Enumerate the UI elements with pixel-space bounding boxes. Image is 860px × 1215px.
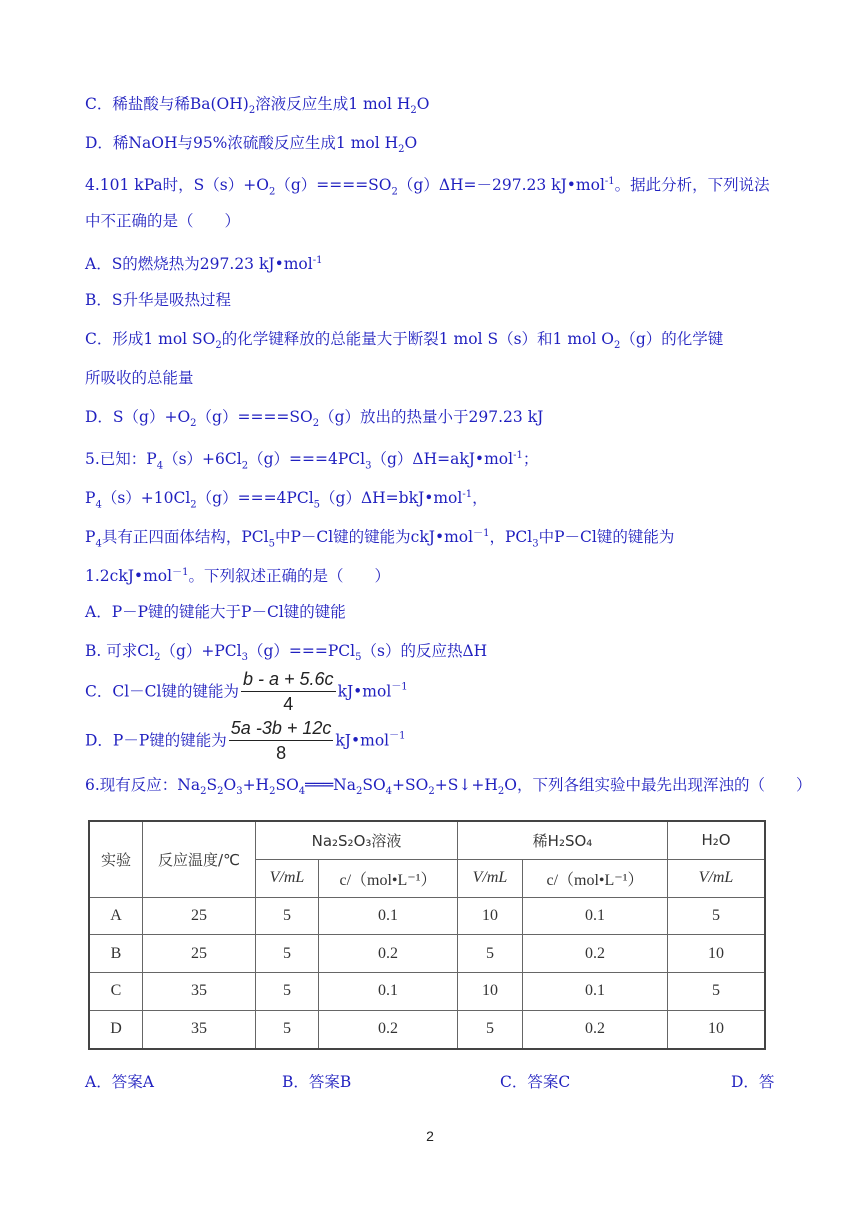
- text: （g）+PCl: [160, 642, 242, 660]
- text: 中P－Cl键的键能为ckJ•mol: [274, 528, 474, 547]
- text: （g）===PCl: [247, 642, 356, 660]
- question-6-stem: [85, 775, 811, 802]
- text: D．稀NaOH与95%浓硫酸反应生成1 mol H: [85, 134, 399, 152]
- question-5-eq1: [85, 446, 538, 476]
- superscript: －1: [389, 730, 406, 742]
- text: +H: [242, 776, 270, 794]
- text: SO: [362, 776, 386, 794]
- header-text: Na₂S₂O₃溶液: [311, 831, 402, 850]
- text: SO: [275, 776, 299, 794]
- table-cell: 0.1: [319, 973, 458, 1011]
- text: （s）+6Cl: [163, 450, 242, 469]
- subscript: 2: [248, 105, 256, 117]
- experiment-table: [88, 820, 766, 1050]
- text: kJ•mol: [335, 731, 390, 750]
- header-text: V/mL: [269, 869, 305, 886]
- table-cell: D: [89, 1010, 143, 1049]
- text: （g）===4PCl: [196, 489, 314, 508]
- superscript: -1: [462, 489, 473, 500]
- subscript: 2: [200, 786, 207, 798]
- header-concentration: [523, 859, 668, 897]
- subscript: 3: [532, 538, 539, 550]
- option-c-q4: [85, 329, 723, 356]
- option-d-q6: D．答: [731, 1073, 775, 1091]
- subscript: 2: [312, 418, 320, 430]
- text: ；: [522, 450, 539, 469]
- text: A．S的燃烧热为297.23 kJ•mol: [85, 255, 313, 274]
- subscript: 2: [215, 340, 222, 352]
- text: （g）===4PCl: [248, 450, 366, 469]
- text: 。据此分析，下列说法: [614, 176, 770, 195]
- text: 6.现有反应：Na: [85, 776, 201, 794]
- subscript: 3: [241, 652, 248, 664]
- table-row: [89, 897, 765, 935]
- header-h2so4: [458, 821, 668, 859]
- text: +S↓+H: [434, 776, 498, 794]
- header-text: 实验: [100, 850, 131, 869]
- table-cell: 0.1: [523, 897, 668, 935]
- text: B. 可求Cl: [85, 642, 155, 660]
- text: 所吸收的总能量: [85, 369, 194, 387]
- question-4-stem-cont: [85, 211, 240, 231]
- text: （g）放出的热量小于297.23 kJ: [319, 408, 544, 426]
- superscript: -1: [513, 450, 523, 461]
- subscript: 4: [95, 499, 102, 511]
- table-cell: 5: [668, 973, 766, 1011]
- subscript: 4: [156, 460, 164, 472]
- subscript: 2: [268, 186, 276, 198]
- option-c-q5: [85, 669, 408, 714]
- subscript: 4: [385, 786, 393, 798]
- subscript: 2: [497, 786, 505, 798]
- text: 1.2ckJ•mol: [85, 567, 173, 586]
- text: P: [85, 528, 96, 547]
- subscript: 2: [355, 786, 363, 798]
- header-h2o: [668, 821, 766, 859]
- header-text: c/（mol•L⁻¹）: [546, 871, 644, 889]
- header-volume: [458, 859, 523, 897]
- table-cell: 0.2: [319, 1010, 458, 1049]
- subscript: 3: [236, 786, 243, 798]
- option-b-q4: [85, 290, 231, 310]
- table-cell: 0.2: [319, 935, 458, 973]
- option-a-q5: [85, 602, 346, 622]
- table-cell: 10: [458, 973, 523, 1011]
- fraction: [229, 718, 334, 763]
- text: S: [206, 776, 218, 794]
- table-cell: 5: [668, 897, 766, 935]
- option-a-q4: [85, 251, 322, 274]
- subscript: 2: [398, 144, 405, 156]
- header-na2s2o3: [256, 821, 458, 859]
- table-cell: B: [89, 935, 143, 973]
- text: （s）的反应热ΔH: [361, 642, 488, 660]
- subscript: 4: [298, 786, 306, 798]
- text: 中P－Cl键的键能为: [538, 528, 675, 547]
- text: O: [416, 95, 430, 113]
- table-cell: C: [89, 973, 143, 1011]
- subscript: 2: [217, 786, 224, 798]
- header-text: V/mL: [472, 869, 508, 886]
- option-d-q4: [85, 407, 543, 434]
- table-cell: 10: [458, 897, 523, 935]
- text: （g）的化学键: [620, 330, 724, 348]
- table-cell: 5: [458, 1010, 523, 1049]
- header-concentration: [319, 859, 458, 897]
- text: （g）ΔH=－297.23 kJ•mol: [397, 176, 605, 195]
- subscript: 4: [95, 538, 102, 550]
- numerator: 5a -3b + 12c: [229, 718, 334, 741]
- text: 4.101 kPa时，S（s）+O: [85, 176, 269, 195]
- text: A．P－P键的键能大于P－Cl键的键能: [85, 603, 346, 621]
- option-d-q3: [85, 133, 417, 160]
- text: +SO: [392, 776, 429, 794]
- subscript: 2: [154, 652, 161, 664]
- question-5-eq2: [85, 485, 488, 515]
- page-number: 2: [426, 1128, 434, 1144]
- question-4-stem: [85, 172, 770, 202]
- text: D．S（g）+O: [85, 408, 191, 426]
- table-row: [89, 1010, 765, 1049]
- subscript: 3: [365, 460, 372, 472]
- header-text: 稀H₂SO₄: [532, 831, 593, 850]
- text: 的化学键释放的总能量大于断裂1 mol S（s）和1 mol O: [221, 330, 614, 348]
- text: O: [223, 776, 237, 794]
- denominator: 4: [283, 694, 294, 714]
- text: O，下列各组实验中最先出现浑浊的（ ）: [504, 776, 812, 794]
- table-cell: 5: [256, 935, 319, 973]
- table-cell: 5: [256, 973, 319, 1011]
- table-cell: 35: [143, 973, 256, 1011]
- subscript: 2: [410, 105, 417, 117]
- table-cell: 10: [668, 935, 766, 973]
- superscript: －1: [391, 681, 408, 693]
- table-cell: 25: [143, 935, 256, 973]
- table-cell: 5: [256, 1010, 319, 1049]
- superscript: -1: [604, 176, 615, 187]
- table-cell: 0.1: [523, 973, 668, 1011]
- header-experiment: [89, 821, 143, 897]
- subscript: 2: [190, 499, 197, 511]
- header-volume: [256, 859, 319, 897]
- text: 。下列叙述正确的是（ ）: [188, 567, 390, 586]
- text: （g）====SO: [196, 408, 313, 426]
- subscript: 2: [391, 186, 398, 198]
- text: 5.已知：P: [85, 450, 157, 469]
- subscript: 2: [241, 460, 249, 472]
- numerator: b - a + 5.6c: [241, 669, 336, 692]
- subscript: 2: [269, 786, 276, 798]
- table-cell: 5: [458, 935, 523, 973]
- denominator: 8: [276, 743, 287, 763]
- subscript: 2: [190, 418, 197, 430]
- text: 中不正确的是（ ）: [85, 212, 241, 230]
- header-volume: [668, 859, 766, 897]
- text: O: [404, 134, 418, 152]
- header-text: V/mL: [698, 869, 734, 886]
- text: C．形成1 mol SO: [85, 330, 216, 348]
- option-c-q6: C．答案C: [500, 1073, 571, 1091]
- header-text: c/（mol•L⁻¹）: [339, 871, 437, 889]
- text: ，PCl: [489, 528, 533, 547]
- text: B．S升华是吸热过程: [85, 291, 232, 309]
- subscript: 2: [428, 786, 435, 798]
- header-temperature: [143, 821, 256, 897]
- option-b-q6: B．答案B: [282, 1073, 352, 1091]
- text: ，: [472, 489, 488, 508]
- option-a-q6: A．答案A: [85, 1073, 154, 1091]
- table-cell: 0.2: [523, 935, 668, 973]
- header-text: H₂O: [701, 831, 731, 850]
- option-b-q5: [85, 641, 487, 668]
- table-cell: 5: [256, 897, 319, 935]
- text: P: [85, 489, 96, 508]
- question-5-stem: [85, 524, 674, 554]
- table-row: [89, 935, 765, 973]
- text: 溶液反应生成1 mol H: [255, 95, 411, 113]
- question-5-stem-cont: [85, 563, 390, 586]
- text: （s）+10Cl: [101, 489, 191, 508]
- superscript: －1: [473, 528, 490, 539]
- subscript: 5: [355, 652, 362, 664]
- option-c-q3: [85, 94, 430, 121]
- text: （g）ΔH=akJ•mol: [371, 450, 514, 469]
- table-cell: 0.1: [319, 897, 458, 935]
- table-cell: 0.2: [523, 1010, 668, 1049]
- text: kJ•mol: [337, 682, 392, 701]
- table-cell: 10: [668, 1010, 766, 1049]
- subscript: 2: [613, 340, 621, 352]
- option-c-q4-cont: [85, 368, 194, 388]
- superscript: -1: [312, 255, 323, 266]
- table-cell: 25: [143, 897, 256, 935]
- table-row: [89, 973, 765, 1011]
- text: C．Cl－Cl键的键能为: [85, 682, 239, 701]
- text: （g）ΔH=bkJ•mol: [320, 489, 463, 508]
- text: 具有正四面体结构，PCl: [101, 528, 269, 547]
- subscript: 5: [268, 538, 275, 550]
- text: ═══Na: [305, 776, 356, 794]
- text: （g）====SO: [275, 176, 392, 195]
- option-d-q5: [85, 718, 406, 763]
- header-text: 反应温度/℃: [158, 850, 240, 869]
- text: C．稀盐酸与稀Ba(OH): [85, 95, 249, 113]
- superscript: －1: [172, 567, 189, 578]
- table-cell: A: [89, 897, 143, 935]
- subscript: 5: [313, 499, 321, 511]
- fraction: [241, 669, 336, 714]
- text: D．P－P键的键能为: [85, 731, 227, 750]
- table-cell: 35: [143, 1010, 256, 1049]
